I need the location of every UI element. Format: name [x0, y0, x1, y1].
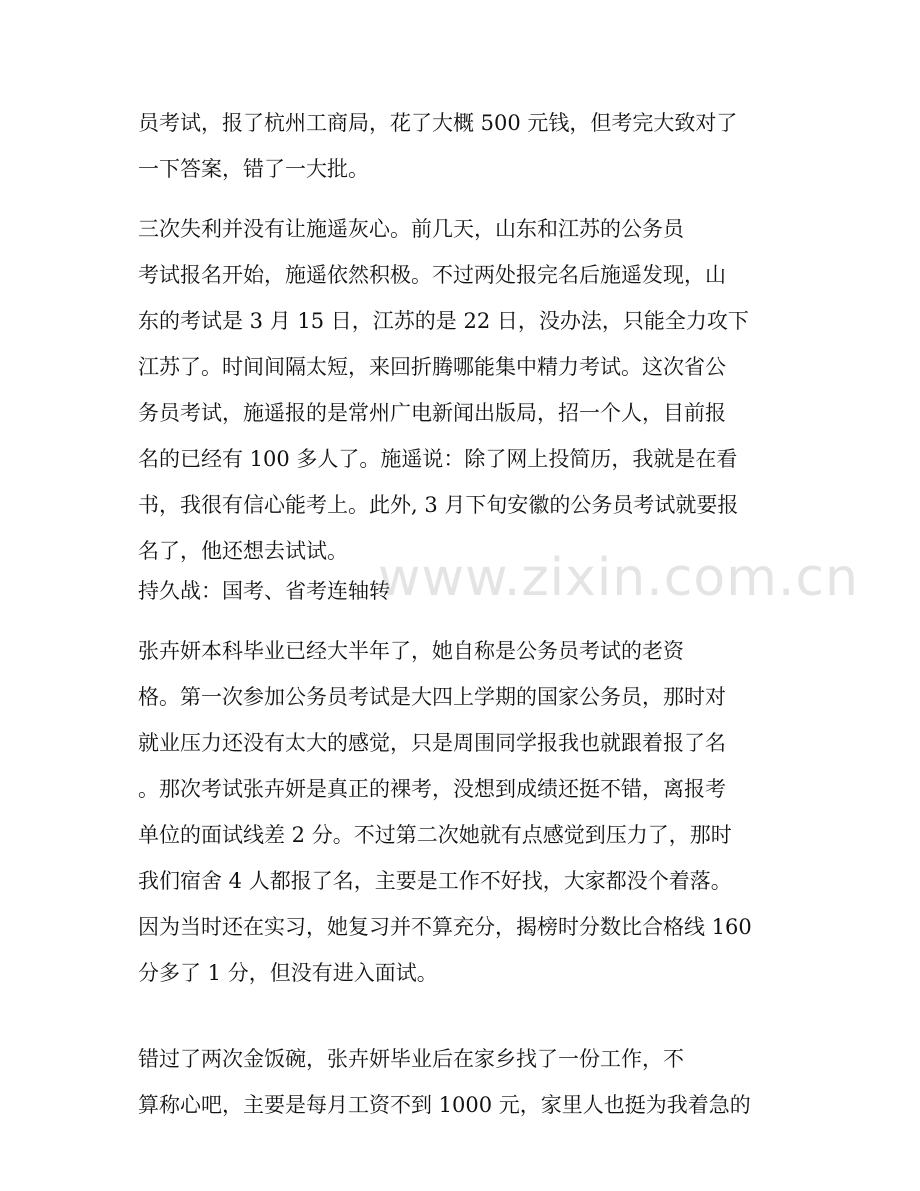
text-line: 书，我很有信心能考上。此外, 3 月下旬安徽的公务员考试就要报	[138, 493, 739, 517]
text-line: 我们宿舍 4 人都报了名，主要是工作不好找，大家都没个着落。	[138, 869, 732, 893]
watermark: www.zixin.com.cn	[378, 548, 859, 608]
text-line: 单位的面试线差 2 分。不过第二次她就有点感觉到压力了，那时	[138, 823, 732, 847]
text-line: 江苏了。时间间隔太短，来回折腾哪能集中精力考试。这次省公	[138, 355, 726, 379]
text-line: 。那次考试张卉妍是真正的裸考，没想到成绩还挺不错，离报考	[138, 777, 726, 801]
paragraph-1	[138, 100, 788, 192]
text-line: 算称心吧，主要是每月工资不到 1000 元，家里人也挺为我着急的	[138, 1093, 751, 1117]
text-line: 名了，他还想去试试。	[138, 539, 348, 563]
text-line: 考试报名开始，施遥依然积极。不过两处报完名后施遥发现，山	[138, 263, 726, 287]
text-line: 持久战：国考、省考连轴转	[138, 579, 390, 603]
paragraph-5	[138, 1036, 788, 1128]
text-line: 格。第一次参加公务员考试是大四上学期的国家公务员，那时对	[138, 685, 726, 709]
text-line: 分多了 1 分，但没有进入面试。	[138, 961, 438, 985]
text-line: 三次失利并没有让施遥灰心。前几天，山东和江苏的公务员	[138, 217, 684, 241]
text-line: 名的已经有 100 多人了。施遥说：除了网上投简历，我就是在看	[138, 447, 738, 471]
text-line: 东的考试是 3 月 15 日，江苏的是 22 日，没办法，只能全力攻下	[138, 309, 749, 333]
text-line: 就业压力还没有太大的感觉，只是周围同学报我也就跟着报了名	[138, 731, 726, 755]
section-heading	[138, 568, 788, 614]
text-line: 务员考试，施遥报的是常州广电新闻出版局，招一个人，目前报	[138, 401, 726, 425]
text-line: 因为当时还在实习，她复习并不算充分，揭榜时分数比合格线 160	[138, 915, 752, 939]
paragraph-2	[138, 206, 788, 574]
text-line: 错过了两次金饭碗，张卉妍毕业后在家乡找了一份工作，不	[138, 1047, 684, 1071]
text-line: 员考试，报了杭州工商局，花了大概 500 元钱，但考完大致对了	[138, 111, 738, 135]
paragraph-4	[138, 628, 788, 996]
text-line: 一下答案，错了一大批。	[138, 157, 369, 181]
text-line: 张卉妍本科毕业已经大半年了，她自称是公务员考试的老资	[138, 639, 684, 663]
